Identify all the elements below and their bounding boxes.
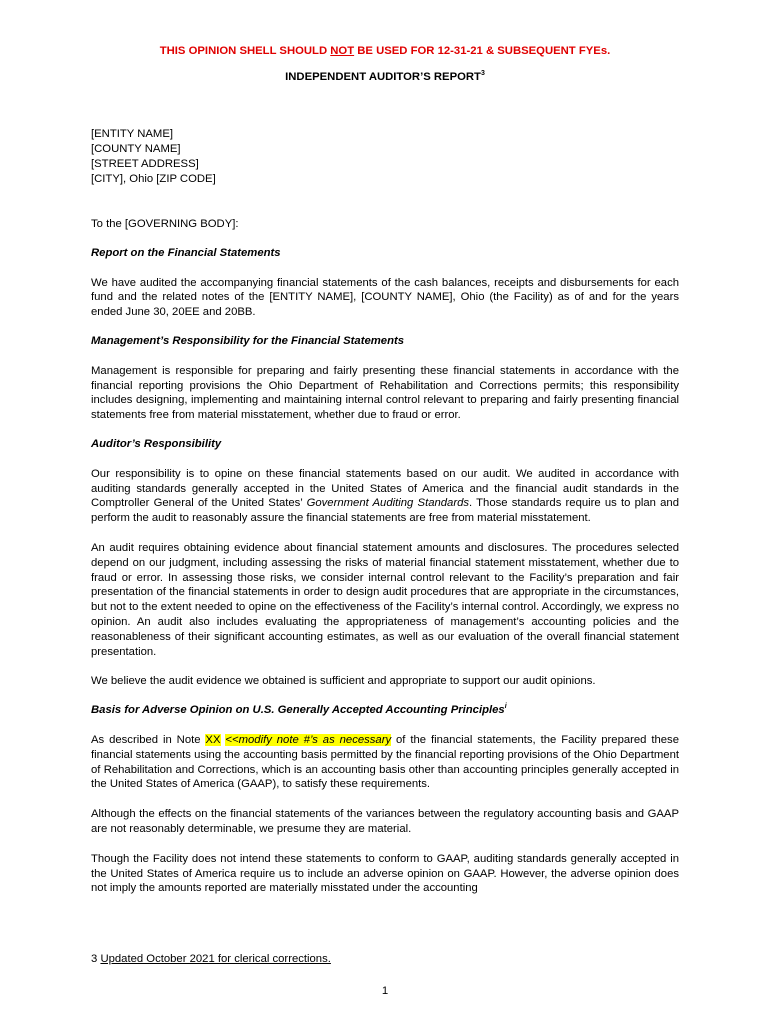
address-city-zip: [CITY], Ohio [ZIP CODE] (91, 173, 216, 185)
highlight-modify-instruction: <<modify note #’s as necessary (225, 733, 392, 746)
paragraph-report: We have audited the accompanying financial statements of the cash balances, receipts and disbursements for each fund and the related notes of the [ENTITY NAME], [COUNTY NAME], Ohio (the Facility) as of and for the years ended June 30, 20EE and 20BB. (91, 276, 679, 319)
footnote-number: 3 (91, 953, 98, 965)
address-street: [STREET ADDRESS] (91, 158, 199, 170)
paragraph-auditor-1: Our responsibility is to opine on these financial statements based on our audit. We audited in accordance with auditing standards generally accepted in the United States of America and the financial audit standards in the Comptroller General of the United States’ Government Auditing Standards. Those standards require us to plan and perform the audit to reasonably assure the financial statements are free from material misstatement. (91, 467, 679, 525)
heading-auditor-responsibility: Auditor’s Responsibility (91, 437, 222, 450)
paragraph-basis-1: As described in Note XX <<modify note #’s as necessary of the financial statements, the Facility prepared these financial statements using the accounting basis permitted by the financial reporting provisions of the Ohio Department of Rehabilitation and Corrections, which is an accounting basis other than accounting principles generally accepted in the United States of America (GAAP), to satisfy these requirements. (91, 733, 679, 791)
warning-text-end: BE USED FOR 12-31-21 & SUBSEQUENT FYEs. (354, 45, 611, 57)
paragraph-auditor-3: We believe the audit evidence we obtained is sufficient and appropriate to support our audit opinions. (91, 675, 596, 688)
report-title-footnote-ref: 3 (480, 70, 485, 78)
salutation: To the [GOVERNING BODY]: (91, 218, 239, 230)
address-block (91, 127, 679, 187)
footnote (91, 952, 331, 967)
heading-report-financial-statements: Report on the Financial Statements (91, 246, 281, 259)
highlight-note-xx: XX (205, 733, 221, 746)
report-title-text: INDEPENDENT AUDITOR’S REPORT (285, 71, 481, 83)
address-entity-name: [ENTITY NAME] (91, 128, 174, 140)
footnote-text: Updated October 2021 for clerical corrections. (100, 953, 331, 965)
report-body (91, 127, 679, 896)
heading-management-responsibility: Management’s Responsibility for the Financial Statements (91, 334, 405, 347)
warning-text-start: THIS OPINION SHELL SHOULD (159, 45, 331, 57)
gas-title: Government Auditing Standards (306, 497, 470, 510)
paragraph-basis-2: Although the effects on the financial statements of the variances between the regulatory accounting basis and GAAP are not reasonably determinable, we presume they are material. (91, 808, 679, 835)
page-number: 1 (381, 985, 389, 997)
heading-basis-adverse-opinion: Basis for Adverse Opinion on U.S. Generally Accepted Accounting Principles$^i$ (91, 703, 507, 717)
paragraph-management: Management is responsible for preparing and fairly presenting these financial statements in accordance with the financial reporting provisions the Ohio Department of Rehabilitation and Corrections permits; this responsibility includes designing, implementing and maintaining internal control relevant to preparing and fairly presenting financial statements free from material misstatement, whether due to fraud or error. (91, 364, 679, 422)
paragraph-basis-3: Though the Facility does not intend these statements to conform to GAAP, auditing standards generally accepted in the United States of America require us to include an adverse opinion on GAAP. However, the adverse opinion does not imply the amounts reported are materially misstated under the accounting (91, 852, 679, 895)
warning-banner (0, 44, 770, 59)
warning-text-not: NOT (330, 45, 355, 57)
address-county-name: [COUNTY NAME] (91, 143, 181, 155)
report-title (0, 70, 770, 85)
basis-endnote-ref: i (504, 703, 507, 711)
paragraph-auditor-2: An audit requires obtaining evidence about financial statement amounts and disclosures. The procedures selected depend on our judgment, including assessing the risks of material financial statement misstatement, whether due to fraud or error. In assessing those risks, we consider internal control relevant to the Facility’s preparation and fair presentation of the financial statements in order to design audit procedures that are appropriate in the circumstances, but not to the extent needed to opine on the effectiveness of the Facility’s internal control. Accordingly, we express no opinion. An audit also includes evaluating the appropriateness of management’s accounting policies and the reasonableness of their significant accounting estimates, as well as our evaluation of the overall financial statement presentation. (91, 541, 679, 658)
